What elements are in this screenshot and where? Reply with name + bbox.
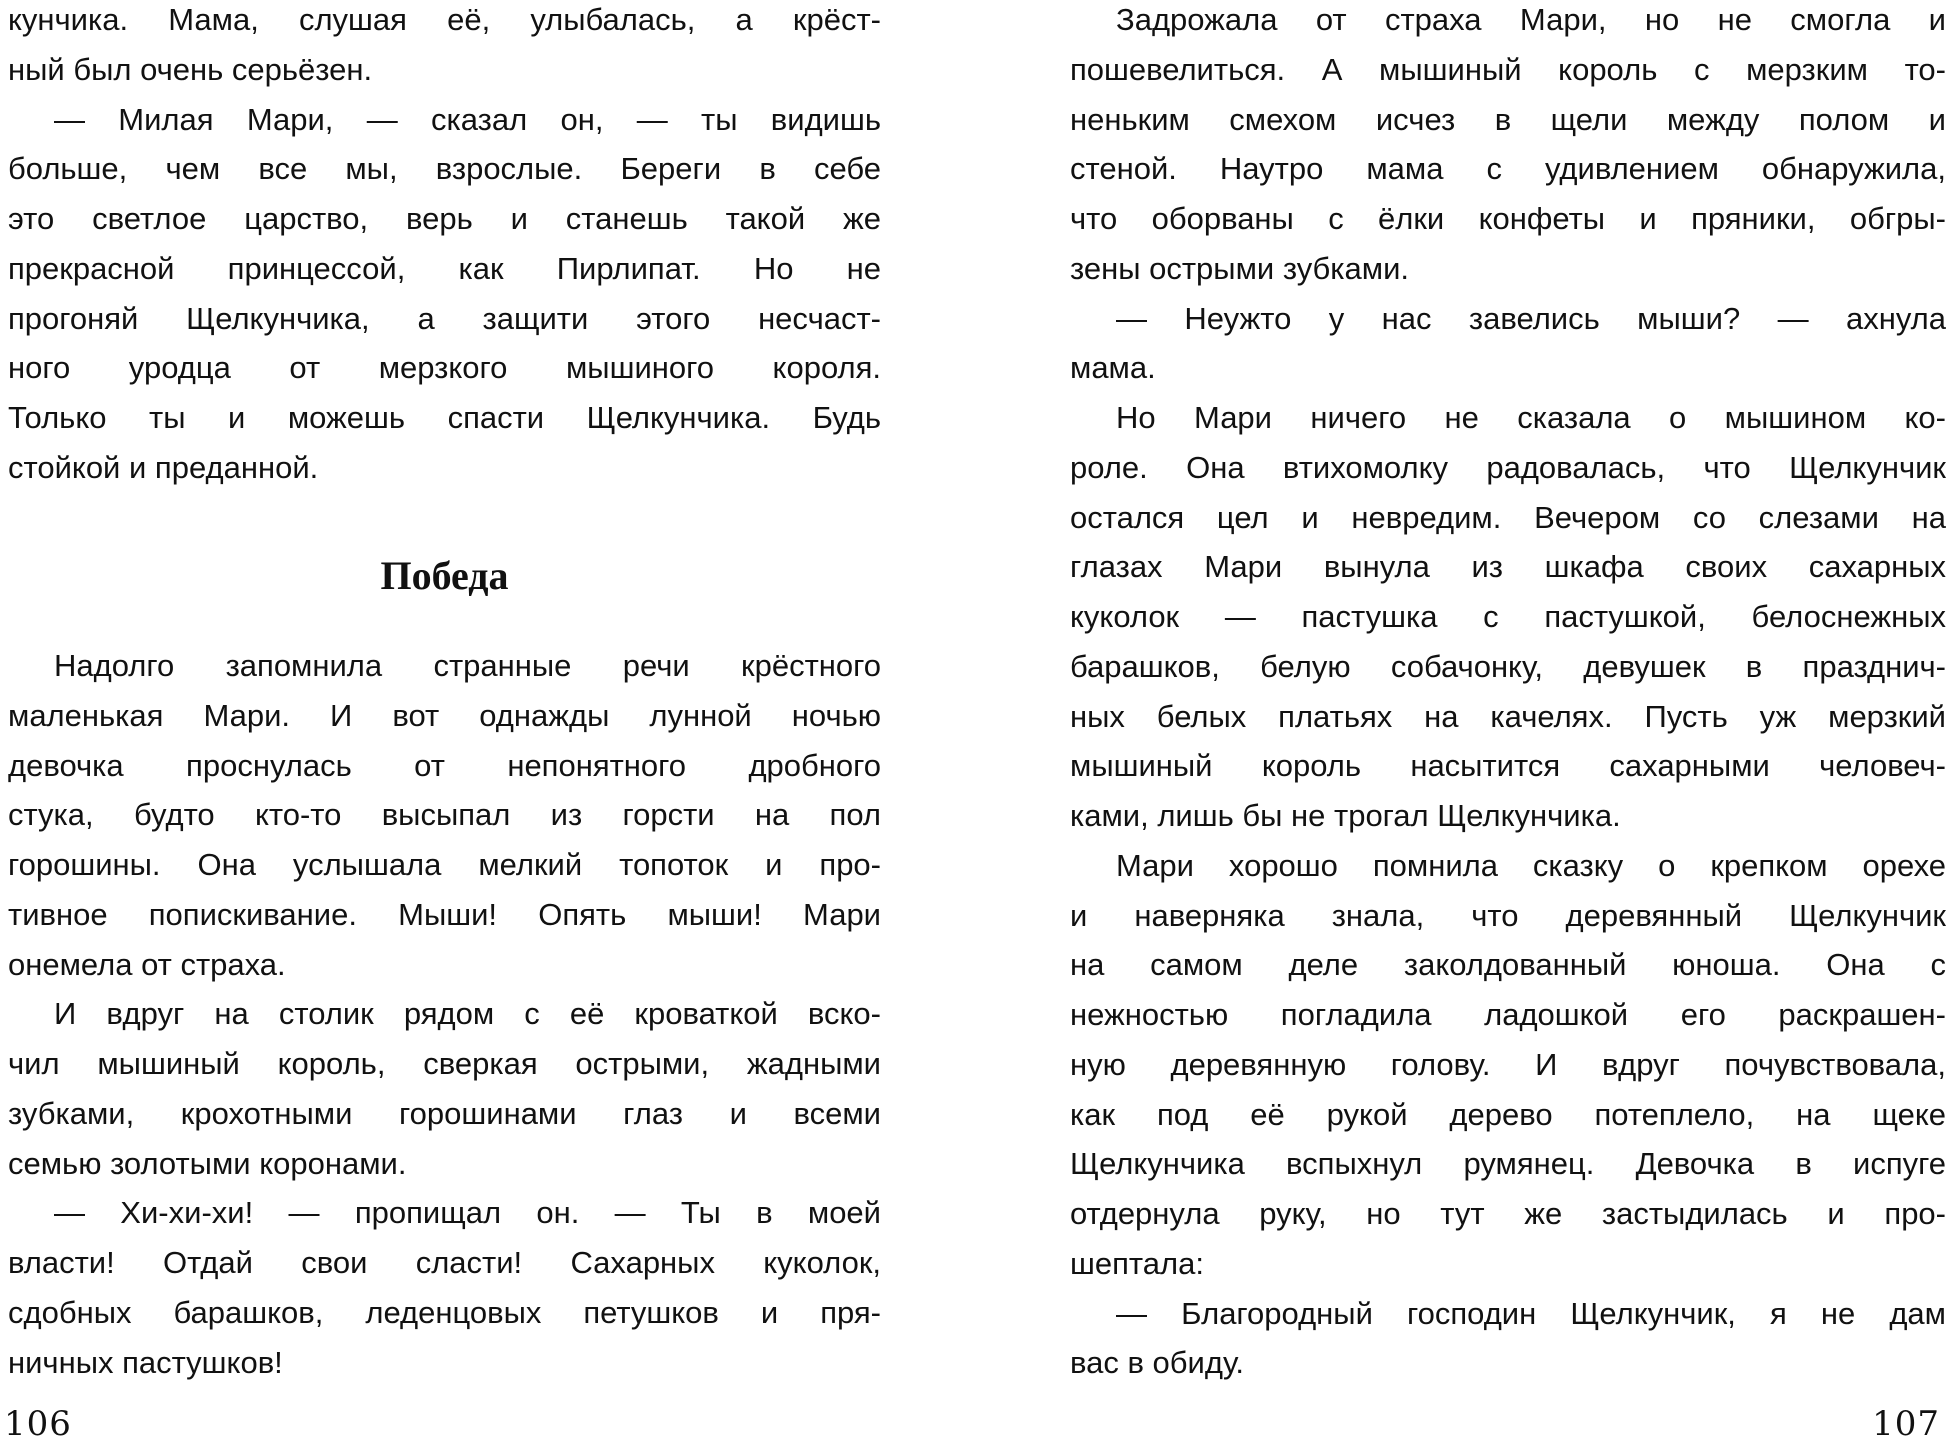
text-line: глазах Мари вынула из шкафа своих сахарных — [1070, 549, 1946, 585]
text-line: что оборваны с ёлки конфеты и пряники, обгры- — [1070, 201, 1946, 236]
text-line: барашков, белую собачонку, девушек в празднич- — [1070, 648, 1946, 684]
text-line: Задрожала от страха Мари, но не смогла и — [1116, 2, 1946, 37]
text-line: Но Мари ничего не сказала о мышином ко- — [1116, 400, 1946, 435]
text-line: мышиный король насытится сахарными человеч- — [1070, 748, 1946, 784]
text-line: ничных пастушков! — [8, 1344, 283, 1380]
text-line: Мари хорошо помнила сказку о крепком орехе — [1116, 847, 1946, 883]
text-line: онемела от страха. — [8, 946, 286, 982]
text-line: отдернула руку, но тут же застыдилась и про- — [1070, 1196, 1946, 1231]
text-line: маленькая Мари. И вот однажды лунной ночью — [8, 697, 881, 733]
text-line: Щелкунчика вспыхнул румянец. Девочка в испуге — [1070, 1146, 1946, 1182]
text-line: — Благородный господин Щелкунчик, я не дам — [1116, 1295, 1946, 1331]
text-line: на самом деле заколдованный юноша. Она с — [1070, 947, 1946, 983]
text-line: Только ты и можешь спасти Щелкунчика. Будь — [8, 400, 881, 435]
text-line: вас в обиду. — [1070, 1345, 1244, 1381]
text-line: зубками, крохотными горошинами глаз и всеми — [8, 1095, 881, 1131]
text-line: тивное попискивание. Мыши! Опять мыши! Мари — [8, 896, 881, 932]
text-line: семью золотыми коронами. — [8, 1145, 407, 1181]
text-line: чил мышиный король, сверкая острыми, жадными — [8, 1046, 881, 1081]
text-line: это светлое царство, верь и станешь такой же — [8, 201, 881, 236]
text-line: стеной. Наутро мама с удивлением обнаружила, — [1070, 151, 1946, 187]
text-line: горошины. Она услышала мелкий топоток и про- — [8, 847, 881, 882]
text-line: нежностью погладила ладошкой его раскрашен- — [1070, 997, 1946, 1032]
text-line: пошевелиться. А мышиный король с мерзким то- — [1070, 51, 1946, 87]
text-line: и наверняка знала, что деревянный Щелкунчик — [1070, 897, 1946, 933]
text-line: — Хи-хи-хи! — пропищал он. — Ты в моей — [54, 1195, 881, 1231]
text-line: роле. Она втихомолку радовалась, что Щелкунчик — [1070, 449, 1946, 485]
chapter-heading: Победа — [380, 553, 509, 598]
right-page — [1070, 0, 1946, 1446]
left-page — [8, 0, 881, 1446]
text-line: — Неужто у нас завелись мыши? — ахнула — [1116, 300, 1946, 336]
text-line: ками, лишь бы не трогал Щелкунчика. — [1070, 798, 1621, 833]
text-line: ного уродца от мерзкого мышиного короля. — [8, 350, 881, 386]
text-line: сдобных барашков, леденцовых петушков и пря- — [8, 1294, 881, 1330]
text-line: прогоняй Щелкунчика, а защити этого несчаст- — [8, 300, 881, 336]
text-line: И вдруг на столик рядом с её кроваткой вско- — [54, 996, 881, 1032]
page-number-left: 106 — [4, 1404, 72, 1444]
text-line: стука, будто кто-то высыпал из горсти на пол — [8, 797, 881, 833]
text-line: остался цел и невредим. Вечером со слезами на — [1070, 499, 1946, 535]
text-line: неньким смехом исчез в щели между полом и — [1070, 101, 1946, 137]
text-line: больше, чем все мы, взрослые. Береги в себе — [8, 151, 881, 187]
text-line: кунчика. Мама, слушая её, улыбалась, а крёст- — [8, 2, 881, 37]
text-line: девочка проснулась от непонятного дробного — [8, 747, 881, 783]
text-line: власти! Отдай свои сласти! Сахарных куколок, — [8, 1245, 881, 1280]
text-line: ную деревянную голову. И вдруг почувствовала, — [1070, 1046, 1946, 1082]
text-line: как под её рукой дерево потеплело, на щеке — [1070, 1096, 1946, 1132]
text-line: зены острыми зубками. — [1070, 250, 1410, 286]
page-number-right: 107 — [1872, 1404, 1940, 1444]
text-line: ных белых платьях на качелях. Пусть уж мерзкий — [1070, 698, 1946, 734]
text-line: куколок — пастушка с пастушкой, белоснежных — [1070, 599, 1946, 634]
text-line: мама. — [1070, 350, 1156, 386]
text-line: прекрасной принцессой, как Пирлипат. Но не — [8, 250, 881, 286]
text-line: ный был очень серьёзен. — [8, 51, 373, 87]
text-line: Надолго запомнила странные речи крёстного — [54, 648, 881, 683]
text-line: стойкой и преданной. — [8, 449, 319, 485]
text-line: — Милая Мари, — сказал он, — ты видишь — [54, 101, 881, 137]
text-line: шептала: — [1070, 1245, 1204, 1281]
